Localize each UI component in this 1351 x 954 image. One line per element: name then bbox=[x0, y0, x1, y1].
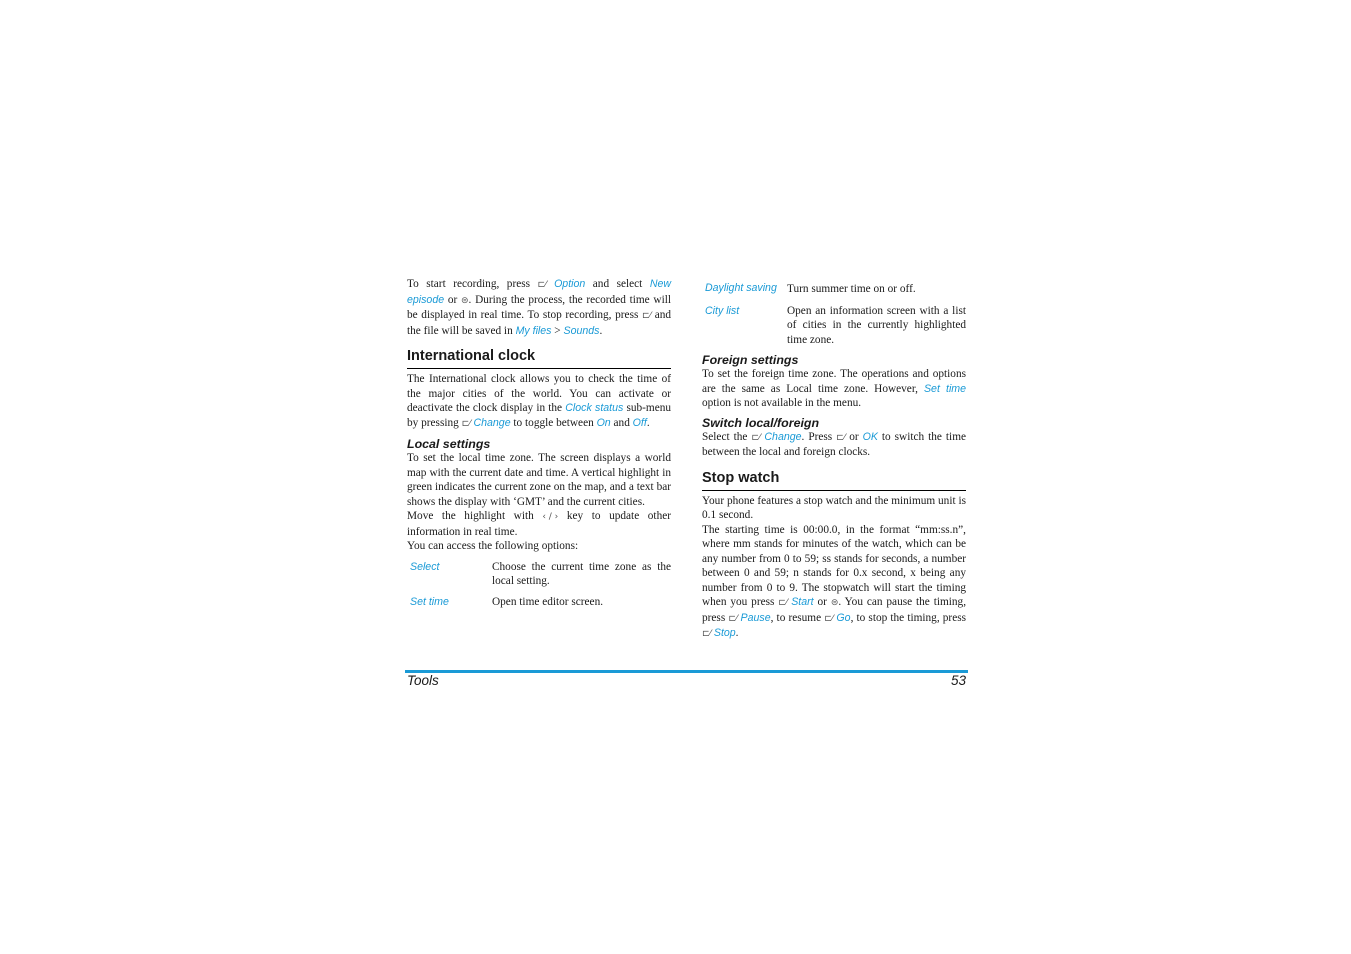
text: . bbox=[599, 324, 603, 337]
on-link: On bbox=[596, 416, 611, 429]
footer-section-title: Tools bbox=[407, 673, 439, 688]
text: . bbox=[646, 416, 650, 429]
footer-rule bbox=[405, 670, 968, 673]
text: To start recording, press bbox=[407, 278, 531, 290]
left-softkey-icon: ⊏⁄ bbox=[778, 598, 788, 608]
ok-link: OK bbox=[862, 430, 878, 443]
text: . Press bbox=[801, 430, 833, 443]
move-highlight-paragraph bbox=[407, 509, 671, 539]
options-intro: You can access the following options: bbox=[407, 540, 579, 552]
text: sub-menu by pressing bbox=[407, 402, 672, 429]
text: key to update other information in real time. bbox=[407, 510, 671, 538]
left-softkey-icon: ⊏⁄ bbox=[751, 432, 761, 443]
text: or bbox=[849, 430, 859, 443]
off-link: Off bbox=[632, 416, 647, 429]
text: and the file will be saved in bbox=[407, 309, 671, 337]
option-desc: Open time editor screen. bbox=[492, 595, 604, 608]
pause-link: Pause bbox=[740, 611, 771, 624]
left-softkey-icon: ⊏⁄ bbox=[728, 613, 738, 624]
switch-paragraph bbox=[702, 430, 966, 460]
clock-status-link: Clock status bbox=[565, 402, 624, 414]
option-desc: Turn summer time on or off. bbox=[787, 283, 916, 295]
start-link: Start bbox=[791, 596, 814, 608]
international-clock-heading: International clock bbox=[407, 348, 671, 369]
text: , to resume bbox=[770, 611, 822, 624]
local-settings-heading: Local settings bbox=[407, 437, 491, 451]
text: or bbox=[817, 596, 827, 608]
city-list-option: City list bbox=[705, 304, 740, 317]
stop-link: Stop bbox=[713, 627, 736, 639]
right-column bbox=[702, 282, 966, 642]
local-settings-paragraph: To set the local time zone. The screen displays a world map with the current date and time. A vertical highlight in green indicates the current zone on the map, and a text bar shows the display with ‘GMT’ and the current cities. bbox=[407, 452, 671, 508]
ok-key-icon: ⊜ bbox=[461, 295, 469, 306]
text: . You can pause the timing, press bbox=[702, 596, 967, 624]
daylight-saving-option: Daylight saving bbox=[705, 282, 777, 294]
table-row bbox=[702, 297, 966, 348]
foreign-settings-heading: Foreign settings bbox=[702, 353, 799, 367]
text: to toggle between bbox=[513, 416, 594, 429]
left-softkey-icon: ⊏⁄ bbox=[836, 432, 846, 443]
text: Move the highlight with bbox=[407, 510, 534, 522]
option-desc: Open an information screen with a list of cities in the currently highlighted time zone. bbox=[787, 304, 966, 346]
text: The starting time is 00:00.0, in the format “mm:ss.n”, where mm stands for minutes of the watch, which can be any number from 0 to 59; ss stands for seconds, a number between 0 and 59; n stands for 0.x second, x being any number from 0 to 9. The stopwatch will start the timing when you press bbox=[702, 523, 966, 608]
text: Select the bbox=[702, 430, 748, 443]
text: and bbox=[613, 416, 630, 429]
left-right-arrow-icon: ‹ / › bbox=[542, 512, 559, 522]
foreign-settings-paragraph bbox=[702, 367, 966, 411]
international-clock-paragraph bbox=[407, 372, 671, 431]
stop-watch-heading: Stop watch bbox=[702, 470, 966, 491]
right-softkey-icon: ⊏⁄ bbox=[702, 629, 712, 639]
ok-key-icon: ⊜ bbox=[830, 598, 839, 608]
local-options-table bbox=[407, 560, 671, 610]
text: , to stop the timing, press bbox=[850, 611, 967, 624]
set-time-link: Set time bbox=[923, 382, 967, 395]
left-column bbox=[407, 277, 671, 609]
sounds-link: Sounds bbox=[563, 324, 600, 337]
text: > bbox=[554, 324, 561, 337]
left-softkey-icon: ⊏⁄ bbox=[461, 418, 471, 429]
right-softkey-icon: ⊏⁄ bbox=[642, 311, 652, 321]
set-time-option: Set time bbox=[410, 595, 449, 608]
table-row bbox=[407, 589, 671, 610]
option-name bbox=[407, 589, 492, 610]
select-option: Select bbox=[410, 560, 440, 573]
left-softkey-icon: ⊏⁄ bbox=[537, 280, 547, 290]
switch-heading: Switch local/foreign bbox=[702, 415, 820, 430]
page-number: 53 bbox=[950, 673, 966, 688]
stop-watch-intro: Your phone features a stop watch and the minimum unit is 0.1 second. bbox=[702, 494, 966, 521]
text: The International clock allows you to check the time of the major cities of the world. You can activate or deactivate the clock display in the bbox=[407, 373, 671, 414]
text: or bbox=[447, 293, 458, 306]
new-episode-link: New episode bbox=[407, 278, 672, 306]
change-link: Change bbox=[473, 416, 511, 429]
option-name bbox=[407, 560, 492, 589]
option-name bbox=[702, 297, 787, 348]
text: . During the process, the recorded time will be displayed in real time. To stop recording, press bbox=[407, 293, 671, 321]
go-link: Go bbox=[836, 611, 851, 624]
table-row bbox=[702, 282, 966, 297]
recording-paragraph bbox=[407, 277, 671, 338]
change-link: Change bbox=[764, 430, 802, 443]
table-row bbox=[407, 560, 671, 589]
text: . bbox=[735, 627, 739, 639]
text: and select bbox=[592, 278, 643, 290]
my-files-link: My files bbox=[515, 324, 552, 337]
text: To set the foreign time zone. The operations and options are the same as Local time zone. However, bbox=[702, 368, 966, 395]
option-desc: Choose the current time zone as the local setting. bbox=[492, 560, 671, 587]
option-name bbox=[702, 282, 787, 297]
left-softkey-icon: ⊏⁄ bbox=[824, 613, 834, 624]
clock-options-table bbox=[702, 282, 966, 347]
text: option is not available in the menu. bbox=[702, 397, 862, 409]
option-link: Option bbox=[554, 278, 586, 290]
stop-watch-paragraph bbox=[702, 523, 966, 642]
text: to switch the time between the local and foreign clocks. bbox=[702, 430, 966, 458]
